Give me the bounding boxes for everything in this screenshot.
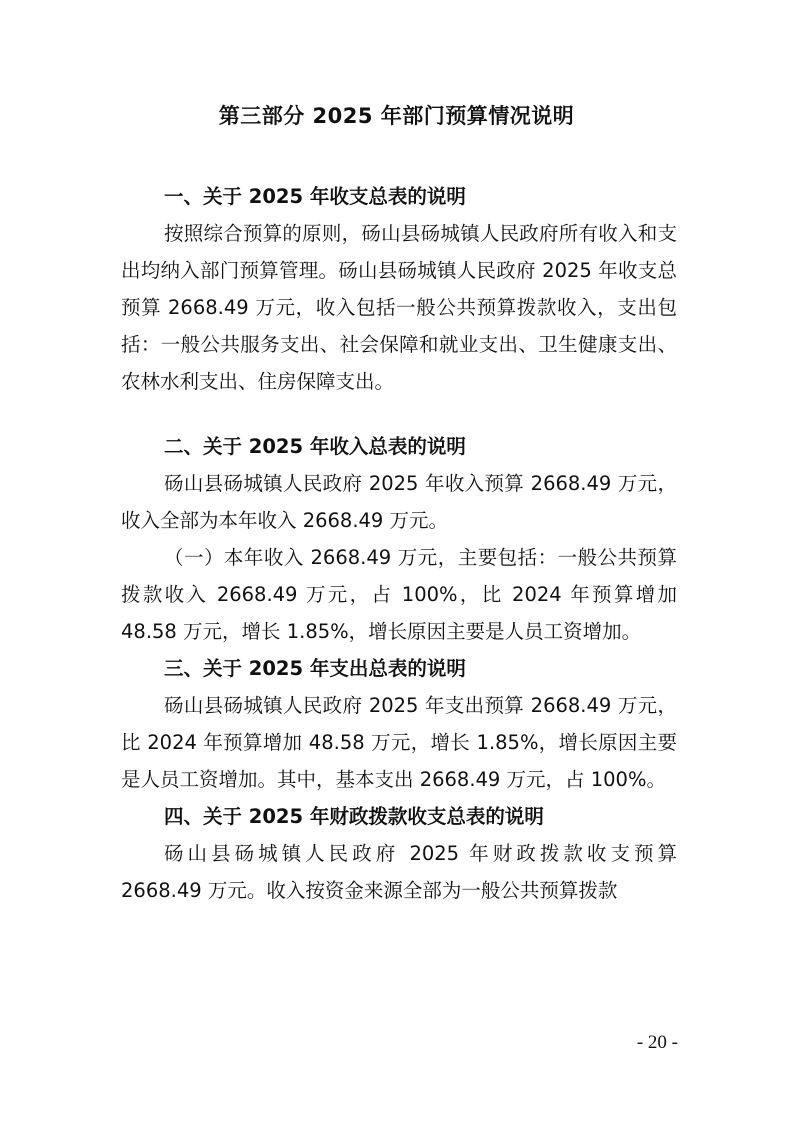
section-3-paragraph-1: 砀山县砀城镇人民政府 2025 年支出预算 2668.49 万元，比 2024 年预算增加 48.58 万元，增长 1.85%，增长原因主要是人员工资增加。其中，基本支出 2668.49 万元，占 100%。 [121, 694, 677, 791]
page-number: - 20 - [636, 1032, 678, 1053]
page-title: 第三部分 2025 年部门预算情况说明 [218, 104, 575, 128]
document-body [121, 178, 677, 909]
section-heading-3: 三、关于 2025 年支出总表的说明 [164, 657, 466, 680]
section-heading-2: 二、关于 2025 年收入总表的说明 [164, 435, 466, 458]
section-heading-1: 一、关于 2025 年收支总表的说明 [164, 185, 466, 208]
section-1-paragraph-1: 按照综合预算的原则，砀山县砀城镇人民政府所有收入和支出均纳入部门预算管理。砀山县砀城镇人民政府 2025 年收支总预算 2668.49 万元，收入包括一般公共预算拨款收入，支出包括：一般公共服务支出、社会保障和就业支出、卫生健康支出、农林水利支出、住房保障支出。 [121, 222, 677, 393]
section-4-paragraph-1: 砀山县砀城镇人民政府 2025 年财政拨款收支预算 2668.49 万元。收入按资金来源全部为一般公共预算拨款 [121, 842, 677, 902]
section-2-paragraph-2: （一）本年收入 2668.49 万元，主要包括：一般公共预算拨款收入 2668.49 万元，占 100%，比 2024 年预算增加 48.58 万元，增长 1.85%，增长原因主要是人员工资增加。 [121, 546, 677, 643]
section-heading-4: 四、关于 2025 年财政拨款收支总表的说明 [164, 805, 544, 828]
section-spacer [121, 400, 677, 428]
section-2-paragraph-1: 砀山县砀城镇人民政府 2025 年收入预算 2668.49 万元，收入全部为本年收入 2668.49 万元。 [121, 472, 677, 532]
